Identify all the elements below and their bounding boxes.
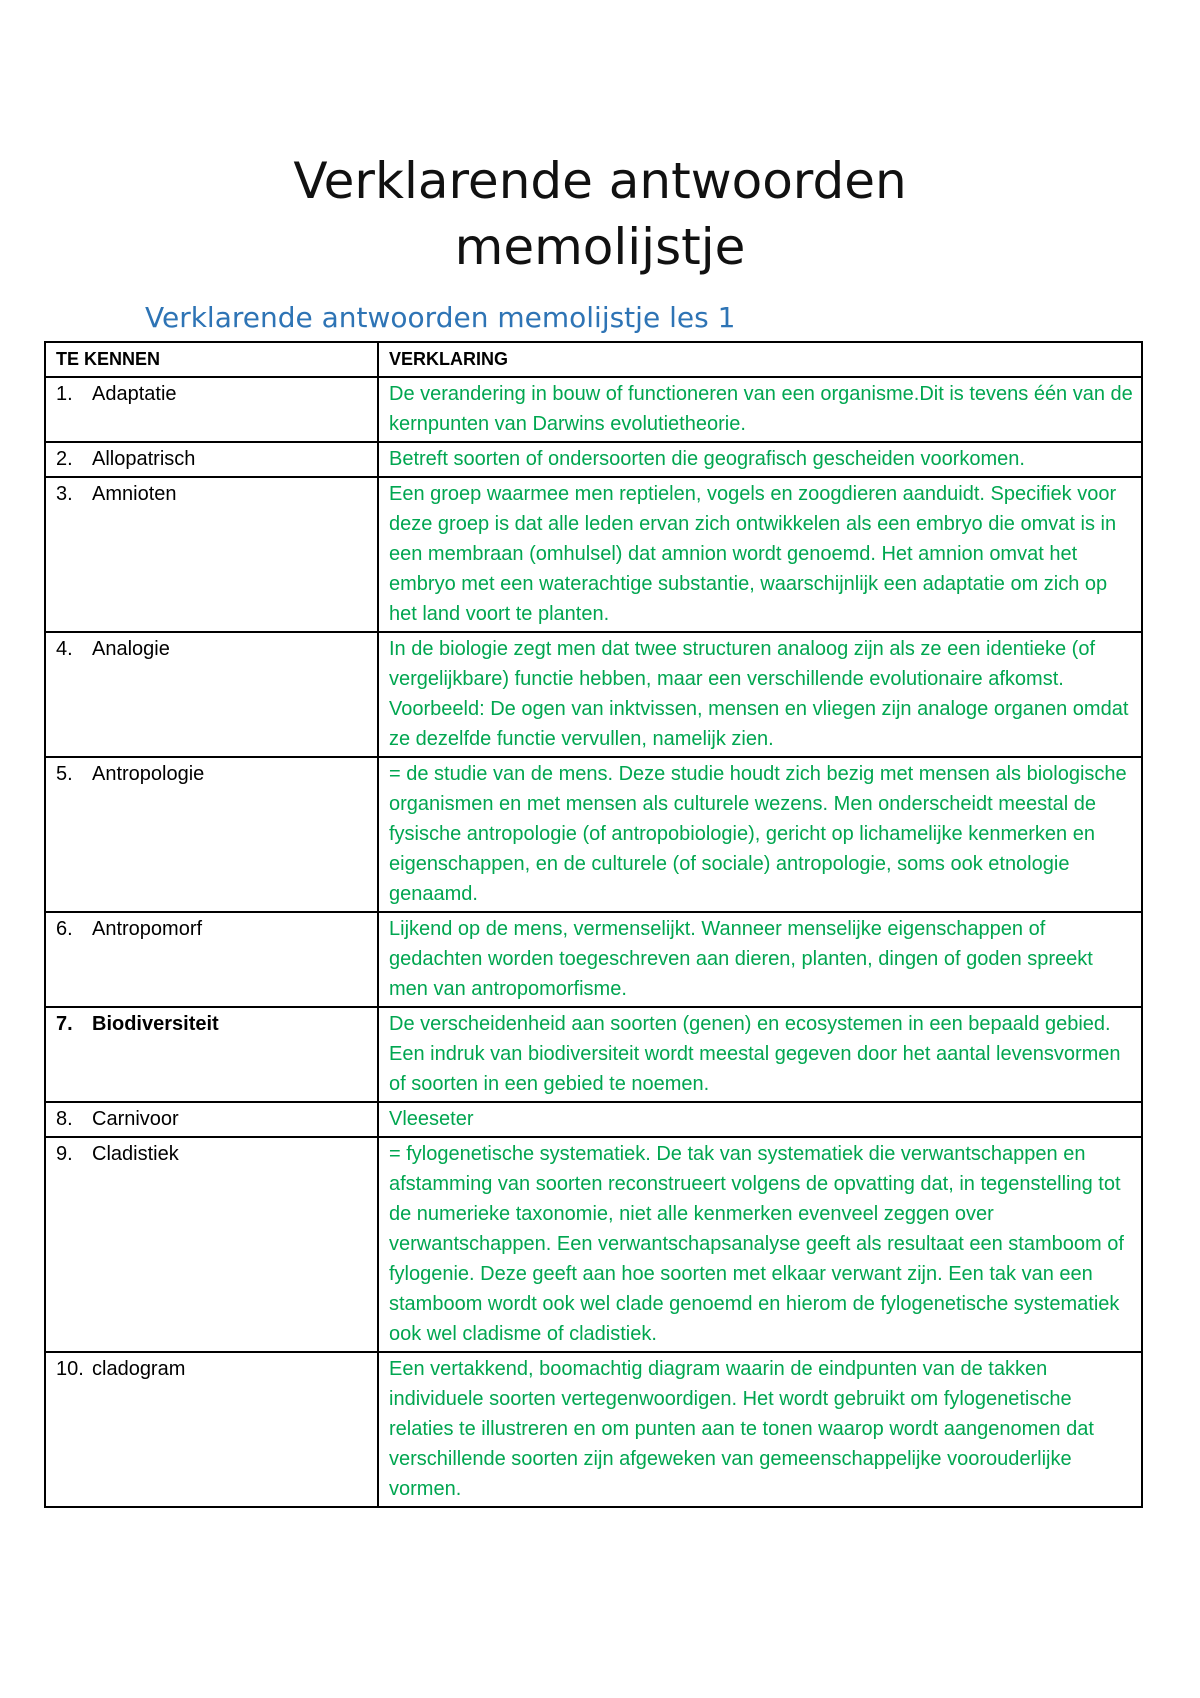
- term-number: 7.: [56, 1013, 73, 1035]
- header-term: TE KENNEN: [45, 342, 378, 377]
- table-row: [45, 442, 1142, 477]
- table-header-row: [45, 342, 1142, 377]
- term-cell: [45, 1352, 378, 1507]
- term-cell: [45, 442, 378, 477]
- term-label: Antropologie: [92, 763, 205, 785]
- table-row: [45, 477, 1142, 632]
- definition-cell: De verandering in bouw of functioneren van een organisme.Dit is tevens één van de kernpunten van Darwins evolutietheorie.: [378, 377, 1142, 442]
- page-title-line2: memolijstje: [454, 218, 746, 276]
- page-title-line1: Verklarende antwoorden: [293, 152, 907, 210]
- definition-text: In de biologie zegt men dat twee structuren analoog zijn als ze een identieke (of vergelijkbare) functie hebben, maar een verschillende evolutionaire afkomst.: [389, 638, 1095, 690]
- definition-cell: = de studie van de mens. Deze studie houdt zich bezig met mensen als biologische organismen en met mensen als culturele wezens. Men onderscheidt meestal de fysische antropologie (of antropobiologie), gericht op lichamelijke kenmerken en eigenschappen, en de culturele (of sociale) antropologie, soms ook etnologie genaamd.: [378, 757, 1142, 912]
- term-cell: [45, 377, 378, 442]
- definition-cell: De verscheidenheid aan soorten (genen) en ecosystemen in een bepaald gebied. Een indruk van biodiversiteit wordt meestal gegeven door het aantal levensvormen of soorten in een gebied te noemen.: [378, 1007, 1142, 1102]
- term-label: Biodiversiteit: [92, 1013, 219, 1035]
- term-number: 3.: [56, 483, 73, 505]
- term-label: Adaptatie: [92, 383, 177, 405]
- term-cell: [45, 632, 378, 757]
- table-row: [45, 632, 1142, 757]
- term-label: Carnivoor: [92, 1108, 179, 1130]
- term-number: 2.: [56, 448, 73, 470]
- term-number: 9.: [56, 1143, 73, 1165]
- page-title: [0, 148, 1200, 280]
- definition-cell: [378, 632, 1142, 757]
- term-number: 6.: [56, 918, 73, 940]
- definition-cell: Een groep waarmee men reptielen, vogels en zoogdieren aanduidt. Specifiek voor deze groep is dat alle leden ervan zich ontwikkelen als een embryo die omvat is in een membraan (omhulsel) dat amnion wordt genoemd. Het amnion omvat het embryo met een waterachtige substantie, waarschijnlijk een adaptatie om zich op het land voort te planten.: [378, 477, 1142, 632]
- header-definition: VERKLARING: [378, 342, 1142, 377]
- term-label: Allopatrisch: [92, 448, 196, 470]
- definition-cell: Een vertakkend, boomachtig diagram waarin de eindpunten van de takken individuele soorten vertegenwoordigen. Het wordt gebruikt om fylogenetische relaties te illustreren en om punten aan te tonen waarop wordt aangenomen dat verschillende soorten zijn afgeweken van gemeenschappelijke voorouderlijke vormen.: [378, 1352, 1142, 1507]
- definition-example: Voorbeeld: De ogen van inktvissen, mensen en vliegen zijn analoge organen omdat ze dezelfde functie vervullen, namelijk zien.: [389, 698, 1129, 750]
- table-row: [45, 1007, 1142, 1102]
- term-number: 10.: [56, 1358, 84, 1380]
- definition-cell: Vleeseter: [378, 1102, 1142, 1137]
- memo-table: [44, 341, 1143, 1508]
- term-cell: [45, 1102, 378, 1137]
- table-row: [45, 1137, 1142, 1352]
- term-label: Antropomorf: [92, 918, 203, 940]
- term-label: Analogie: [92, 638, 170, 660]
- table-row: [45, 1102, 1142, 1137]
- term-cell: [45, 1007, 378, 1102]
- term-cell: [45, 477, 378, 632]
- term-label: Amnioten: [92, 483, 177, 505]
- term-label: cladogram: [92, 1358, 186, 1380]
- term-cell: [45, 912, 378, 1007]
- term-label: Cladistiek: [92, 1143, 179, 1165]
- term-cell: [45, 1137, 378, 1352]
- term-number: 1.: [56, 383, 73, 405]
- table-row: [45, 1352, 1142, 1507]
- term-number: 4.: [56, 638, 73, 660]
- term-number: 5.: [56, 763, 73, 785]
- definition-cell: Lijkend op de mens, vermenselijkt. Wanneer menselijke eigenschappen of gedachten worden toegeschreven aan dieren, planten, dingen of goden spreekt men van antropomorfisme.: [378, 912, 1142, 1007]
- term-number: 8.: [56, 1108, 73, 1130]
- definition-cell: Betreft soorten of ondersoorten die geografisch gescheiden voorkomen.: [378, 442, 1142, 477]
- definition-cell: = fylogenetische systematiek. De tak van systematiek die verwantschappen en afstamming van soorten reconstrueert volgens de opvatting dat, in tegenstelling tot de numerieke taxonomie, niet alle kenmerken evenveel zeggen over verwantschappen. Een verwantschapsanalyse geeft als resultaat een stamboom of fylogenie. Deze geeft aan hoe soorten met elkaar verwant zijn. Een tak van een stamboom wordt ook wel clade genoemd en hierom de fylogenetische systematiek ook wel cladisme of cladistiek.: [378, 1137, 1142, 1352]
- table-row: [45, 912, 1142, 1007]
- table-row: [45, 757, 1142, 912]
- table-row: [45, 377, 1142, 442]
- section-heading: Verklarende antwoorden memolijstje les 1: [145, 301, 736, 334]
- term-cell: [45, 757, 378, 912]
